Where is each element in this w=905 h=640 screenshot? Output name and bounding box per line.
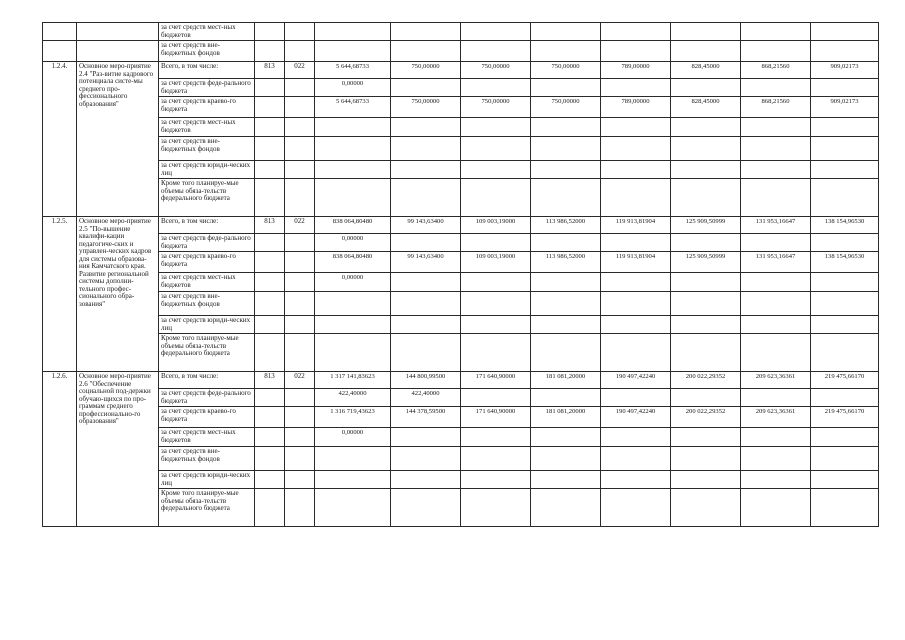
amount-cell	[671, 489, 741, 527]
amount-cell	[741, 489, 811, 527]
amount-cell: 789,00000	[601, 62, 671, 79]
source-label: за счет средств мест-ных бюджетов	[159, 118, 255, 137]
amount-cell	[531, 428, 601, 447]
amount-cell: 909,02173	[811, 62, 879, 79]
table-row	[43, 273, 879, 292]
amount-cell: 171 640,90000	[461, 407, 531, 428]
code-cell	[285, 79, 315, 97]
source-label: Кроме того планируе-мые объемы обяза-тельств федерального бюджета	[159, 179, 255, 217]
measure-title: Основное меро-приятие 2.5 "По-вышение квалифи-кации педагогиче-ских и управлен-ческих кадров для системы образова-ния Камчатского края. Развитие региональной системы дополни-тельного профес-сионального обра-зования"	[77, 217, 159, 372]
table-row	[43, 62, 879, 79]
grbs-cell: 813	[255, 372, 285, 389]
amount-cell	[531, 23, 601, 41]
amount-cell	[531, 273, 601, 292]
source-label: Кроме того планируе-мые объемы обяза-тельств федерального бюджета	[159, 489, 255, 527]
amount-cell	[391, 447, 461, 471]
amount-cell: 0,00000	[315, 273, 391, 292]
amount-cell	[671, 79, 741, 97]
amount-cell	[285, 41, 315, 62]
amount-cell	[741, 428, 811, 447]
code-cell	[285, 447, 315, 471]
amount-cell	[461, 428, 531, 447]
amount-cell	[671, 273, 741, 292]
amount-cell: 1 316 719,43623	[315, 407, 391, 428]
amount-cell	[461, 273, 531, 292]
amount-cell	[811, 428, 879, 447]
amount-cell	[315, 118, 391, 137]
amount-cell	[671, 389, 741, 407]
source-label: за счет средств юриди-ческих лиц	[159, 471, 255, 489]
amount-cell	[741, 334, 811, 372]
grbs-cell	[255, 79, 285, 97]
measure-id: 1.2.4.	[43, 62, 77, 217]
amount-cell	[461, 334, 531, 372]
grbs-cell	[255, 252, 285, 273]
table-row	[43, 234, 879, 252]
amount-cell	[531, 41, 601, 62]
row-id-cell	[43, 41, 77, 62]
amount-cell: 109 003,19000	[461, 252, 531, 273]
amount-cell: 219 475,66170	[811, 407, 879, 428]
amount-cell	[741, 23, 811, 41]
source-label: за счет средств вне-бюджетных фондов	[159, 41, 255, 62]
amount-cell	[741, 137, 811, 161]
source-label: за счет средств юриди-ческих лиц	[159, 316, 255, 334]
amount-cell	[461, 489, 531, 527]
amount-cell	[531, 389, 601, 407]
amount-cell	[601, 316, 671, 334]
grbs-cell	[255, 471, 285, 489]
amount-cell	[811, 334, 879, 372]
amount-cell	[811, 79, 879, 97]
amount-cell	[391, 471, 461, 489]
amount-cell: 113 986,52000	[531, 252, 601, 273]
amount-cell	[741, 41, 811, 62]
code-cell: 022	[285, 372, 315, 389]
amount-cell: 125 909,50999	[671, 217, 741, 234]
table-row	[43, 447, 879, 471]
amount-cell: 422,40000	[391, 389, 461, 407]
table-body	[43, 23, 879, 527]
amount-cell	[315, 179, 391, 217]
table-row	[43, 407, 879, 428]
amount-cell	[601, 137, 671, 161]
amount-cell	[811, 316, 879, 334]
amount-cell	[461, 389, 531, 407]
grbs-cell	[255, 489, 285, 527]
measure-id: 1.2.6.	[43, 372, 77, 527]
amount-cell	[315, 23, 391, 41]
code-cell	[285, 407, 315, 428]
amount-cell: 0,00000	[315, 234, 391, 252]
amount-cell: 131 953,16647	[741, 252, 811, 273]
amount-cell: 838 064,80480	[315, 252, 391, 273]
row-id-cell	[43, 23, 77, 41]
amount-cell: 750,00000	[391, 97, 461, 118]
amount-cell: 131 953,16647	[741, 217, 811, 234]
source-label: Всего, в том числе:	[159, 62, 255, 79]
grbs-cell	[255, 407, 285, 428]
amount-cell	[741, 79, 811, 97]
amount-cell	[671, 137, 741, 161]
source-label: за счет средств вне-бюджетных фондов	[159, 292, 255, 316]
amount-cell: 190 497,42240	[601, 407, 671, 428]
code-cell	[285, 161, 315, 179]
grbs-cell	[255, 428, 285, 447]
amount-cell	[391, 79, 461, 97]
amount-cell	[315, 161, 391, 179]
amount-cell	[315, 334, 391, 372]
code-cell: 022	[285, 217, 315, 234]
code-cell	[285, 97, 315, 118]
source-label: за счет средств вне-бюджетных фондов	[159, 137, 255, 161]
amount-cell	[601, 23, 671, 41]
amount-cell: 190 497,42240	[601, 372, 671, 389]
amount-cell	[461, 23, 531, 41]
amount-cell	[391, 316, 461, 334]
source-label: за счет средств юриди-ческих лиц	[159, 161, 255, 179]
amount-cell	[601, 273, 671, 292]
amount-cell	[811, 273, 879, 292]
amount-cell	[391, 161, 461, 179]
amount-cell	[671, 161, 741, 179]
amount-cell	[671, 447, 741, 471]
grbs-cell	[255, 179, 285, 217]
grbs-cell	[255, 273, 285, 292]
table-row	[43, 372, 879, 389]
amount-cell: 119 913,81904	[601, 217, 671, 234]
code-cell	[285, 292, 315, 316]
amount-cell	[671, 292, 741, 316]
table-row	[43, 292, 879, 316]
amount-cell	[531, 161, 601, 179]
amount-cell: 838 064,80480	[315, 217, 391, 234]
amount-cell	[671, 23, 741, 41]
code-cell	[285, 273, 315, 292]
amount-cell	[811, 23, 879, 41]
source-label: за счет средств феде-рального бюджета	[159, 389, 255, 407]
amount-cell: 828,45000	[671, 62, 741, 79]
amount-cell	[391, 179, 461, 217]
code-cell	[285, 489, 315, 527]
amount-cell: 909,02173	[811, 97, 879, 118]
amount-cell: 0,00000	[315, 79, 391, 97]
amount-cell	[391, 23, 461, 41]
amount-cell	[315, 447, 391, 471]
amount-cell	[811, 41, 879, 62]
amount-cell	[461, 292, 531, 316]
amount-cell: 138 154,96530	[811, 252, 879, 273]
amount-cell	[315, 137, 391, 161]
amount-cell	[741, 389, 811, 407]
amount-cell	[601, 41, 671, 62]
code-cell	[285, 252, 315, 273]
amount-cell	[671, 428, 741, 447]
grbs-cell	[255, 118, 285, 137]
code-cell	[285, 179, 315, 217]
grbs-cell	[255, 97, 285, 118]
amount-cell: 0,00000	[315, 428, 391, 447]
amount-cell	[531, 79, 601, 97]
table-row	[43, 471, 879, 489]
amount-cell: 200 022,29352	[671, 372, 741, 389]
amount-cell	[391, 489, 461, 527]
amount-cell	[531, 471, 601, 489]
source-label: Кроме того планируе-мые объемы обяза-тельств федерального бюджета	[159, 334, 255, 372]
grbs-cell: 813	[255, 62, 285, 79]
table-row	[43, 41, 879, 62]
amount-cell	[391, 118, 461, 137]
amount-cell: 144 800,99500	[391, 372, 461, 389]
table-row	[43, 179, 879, 217]
amount-cell	[601, 79, 671, 97]
table-row	[43, 161, 879, 179]
table-row	[43, 428, 879, 447]
amount-cell	[461, 161, 531, 179]
table-row	[43, 79, 879, 97]
amount-cell	[601, 161, 671, 179]
amount-cell	[461, 137, 531, 161]
amount-cell	[391, 428, 461, 447]
amount-cell	[461, 179, 531, 217]
amount-cell	[531, 292, 601, 316]
amount-cell	[671, 41, 741, 62]
source-label: Всего, в том числе:	[159, 372, 255, 389]
amount-cell	[391, 334, 461, 372]
amount-cell	[741, 161, 811, 179]
amount-cell	[255, 23, 285, 41]
amount-cell	[741, 234, 811, 252]
amount-cell: 181 081,20000	[531, 372, 601, 389]
amount-cell	[315, 41, 391, 62]
amount-cell: 200 022,29352	[671, 407, 741, 428]
amount-cell	[811, 447, 879, 471]
amount-cell	[741, 292, 811, 316]
amount-cell: 109 003,19000	[461, 217, 531, 234]
amount-cell	[315, 316, 391, 334]
grbs-cell	[255, 292, 285, 316]
source-label: за счет средств краево-го бюджета	[159, 407, 255, 428]
amount-cell	[391, 234, 461, 252]
budget-table	[42, 22, 879, 527]
amount-cell	[601, 118, 671, 137]
source-label: за счет средств феде-рального бюджета	[159, 234, 255, 252]
amount-cell: 171 640,90000	[461, 372, 531, 389]
amount-cell	[741, 273, 811, 292]
amount-cell: 113 986,52000	[531, 217, 601, 234]
amount-cell	[741, 316, 811, 334]
amount-cell	[811, 234, 879, 252]
amount-cell	[811, 137, 879, 161]
table-row	[43, 489, 879, 527]
amount-cell: 125 909,50999	[671, 252, 741, 273]
amount-cell: 209 623,36361	[741, 372, 811, 389]
code-cell	[285, 428, 315, 447]
amount-cell: 99 143,63400	[391, 217, 461, 234]
amount-cell	[671, 334, 741, 372]
amount-cell: 1 317 141,83623	[315, 372, 391, 389]
amount-cell: 144 378,59500	[391, 407, 461, 428]
amount-cell: 219 475,66170	[811, 372, 879, 389]
grbs-cell	[255, 447, 285, 471]
amount-cell	[811, 471, 879, 489]
amount-cell	[811, 292, 879, 316]
amount-cell: 119 913,81904	[601, 252, 671, 273]
measure-title-cell	[77, 41, 159, 62]
amount-cell	[531, 316, 601, 334]
table-row	[43, 334, 879, 372]
source-label: за счет средств мест-ных бюджетов	[159, 23, 255, 41]
measure-title: Основное меро-приятие 2.4 "Раз-витие кадрового потенциала систе-мы среднего про-фессионального образования"	[77, 62, 159, 217]
table-row	[43, 118, 879, 137]
amount-cell	[811, 161, 879, 179]
grbs-cell	[255, 234, 285, 252]
amount-cell	[315, 489, 391, 527]
amount-cell	[601, 334, 671, 372]
source-label: за счет средств мест-ных бюджетов	[159, 273, 255, 292]
amount-cell	[811, 389, 879, 407]
grbs-cell	[255, 334, 285, 372]
code-cell	[285, 471, 315, 489]
amount-cell	[531, 118, 601, 137]
amount-cell	[315, 471, 391, 489]
amount-cell	[391, 292, 461, 316]
amount-cell	[811, 118, 879, 137]
code-cell	[285, 389, 315, 407]
source-label: Всего, в том числе:	[159, 217, 255, 234]
amount-cell	[741, 118, 811, 137]
amount-cell	[671, 179, 741, 217]
amount-cell	[601, 292, 671, 316]
table-row	[43, 252, 879, 273]
measure-title: Основное меро-приятие 2.6 "Обеспечение социальной под-держки обучаю-щихся по про-граммам среднего профессионально-го образования"	[77, 372, 159, 527]
amount-cell	[531, 179, 601, 217]
table-row	[43, 97, 879, 118]
amount-cell: 750,00000	[531, 97, 601, 118]
amount-cell: 750,00000	[461, 62, 531, 79]
code-cell	[285, 118, 315, 137]
amount-cell: 5 644,68733	[315, 97, 391, 118]
amount-cell: 828,45000	[671, 97, 741, 118]
amount-cell	[391, 137, 461, 161]
table-row	[43, 389, 879, 407]
amount-cell	[461, 79, 531, 97]
amount-cell	[391, 41, 461, 62]
amount-cell	[531, 234, 601, 252]
table-row	[43, 23, 879, 41]
amount-cell	[461, 447, 531, 471]
amount-cell	[811, 489, 879, 527]
amount-cell	[255, 41, 285, 62]
amount-cell	[461, 471, 531, 489]
amount-cell	[461, 118, 531, 137]
amount-cell	[671, 234, 741, 252]
grbs-cell: 813	[255, 217, 285, 234]
code-cell	[285, 334, 315, 372]
amount-cell: 750,00000	[461, 97, 531, 118]
amount-cell: 181 081,20000	[531, 407, 601, 428]
code-cell: 022	[285, 62, 315, 79]
amount-cell	[601, 428, 671, 447]
amount-cell: 5 644,68733	[315, 62, 391, 79]
measure-title-cell	[77, 23, 159, 41]
amount-cell	[601, 447, 671, 471]
amount-cell: 750,00000	[531, 62, 601, 79]
source-label: за счет средств вне-бюджетных фондов	[159, 447, 255, 471]
amount-cell	[601, 489, 671, 527]
amount-cell: 750,00000	[391, 62, 461, 79]
table-row	[43, 316, 879, 334]
source-label: за счет средств краево-го бюджета	[159, 252, 255, 273]
amount-cell	[741, 447, 811, 471]
code-cell	[285, 137, 315, 161]
amount-cell: 868,21560	[741, 97, 811, 118]
grbs-cell	[255, 389, 285, 407]
amount-cell	[601, 234, 671, 252]
code-cell	[285, 316, 315, 334]
amount-cell	[811, 179, 879, 217]
amount-cell	[601, 471, 671, 489]
table-row	[43, 217, 879, 234]
source-label: за счет средств феде-рального бюджета	[159, 79, 255, 97]
amount-cell	[671, 316, 741, 334]
grbs-cell	[255, 161, 285, 179]
amount-cell	[531, 334, 601, 372]
amount-cell	[315, 292, 391, 316]
amount-cell	[531, 137, 601, 161]
amount-cell: 789,00000	[601, 97, 671, 118]
amount-cell	[531, 447, 601, 471]
amount-cell	[741, 471, 811, 489]
amount-cell: 138 154,96530	[811, 217, 879, 234]
amount-cell	[601, 389, 671, 407]
measure-id: 1.2.5.	[43, 217, 77, 372]
amount-cell	[461, 41, 531, 62]
table-row	[43, 137, 879, 161]
amount-cell	[741, 179, 811, 217]
amount-cell	[671, 471, 741, 489]
source-label: за счет средств краево-го бюджета	[159, 97, 255, 118]
amount-cell: 422,40000	[315, 389, 391, 407]
amount-cell: 99 143,63400	[391, 252, 461, 273]
amount-cell	[391, 273, 461, 292]
grbs-cell	[255, 316, 285, 334]
amount-cell	[461, 316, 531, 334]
code-cell	[285, 234, 315, 252]
source-label: за счет средств мест-ных бюджетов	[159, 428, 255, 447]
amount-cell	[461, 234, 531, 252]
grbs-cell	[255, 137, 285, 161]
amount-cell	[671, 118, 741, 137]
amount-cell: 209 623,36361	[741, 407, 811, 428]
amount-cell	[285, 23, 315, 41]
amount-cell	[601, 179, 671, 217]
amount-cell	[531, 489, 601, 527]
amount-cell: 868,21560	[741, 62, 811, 79]
